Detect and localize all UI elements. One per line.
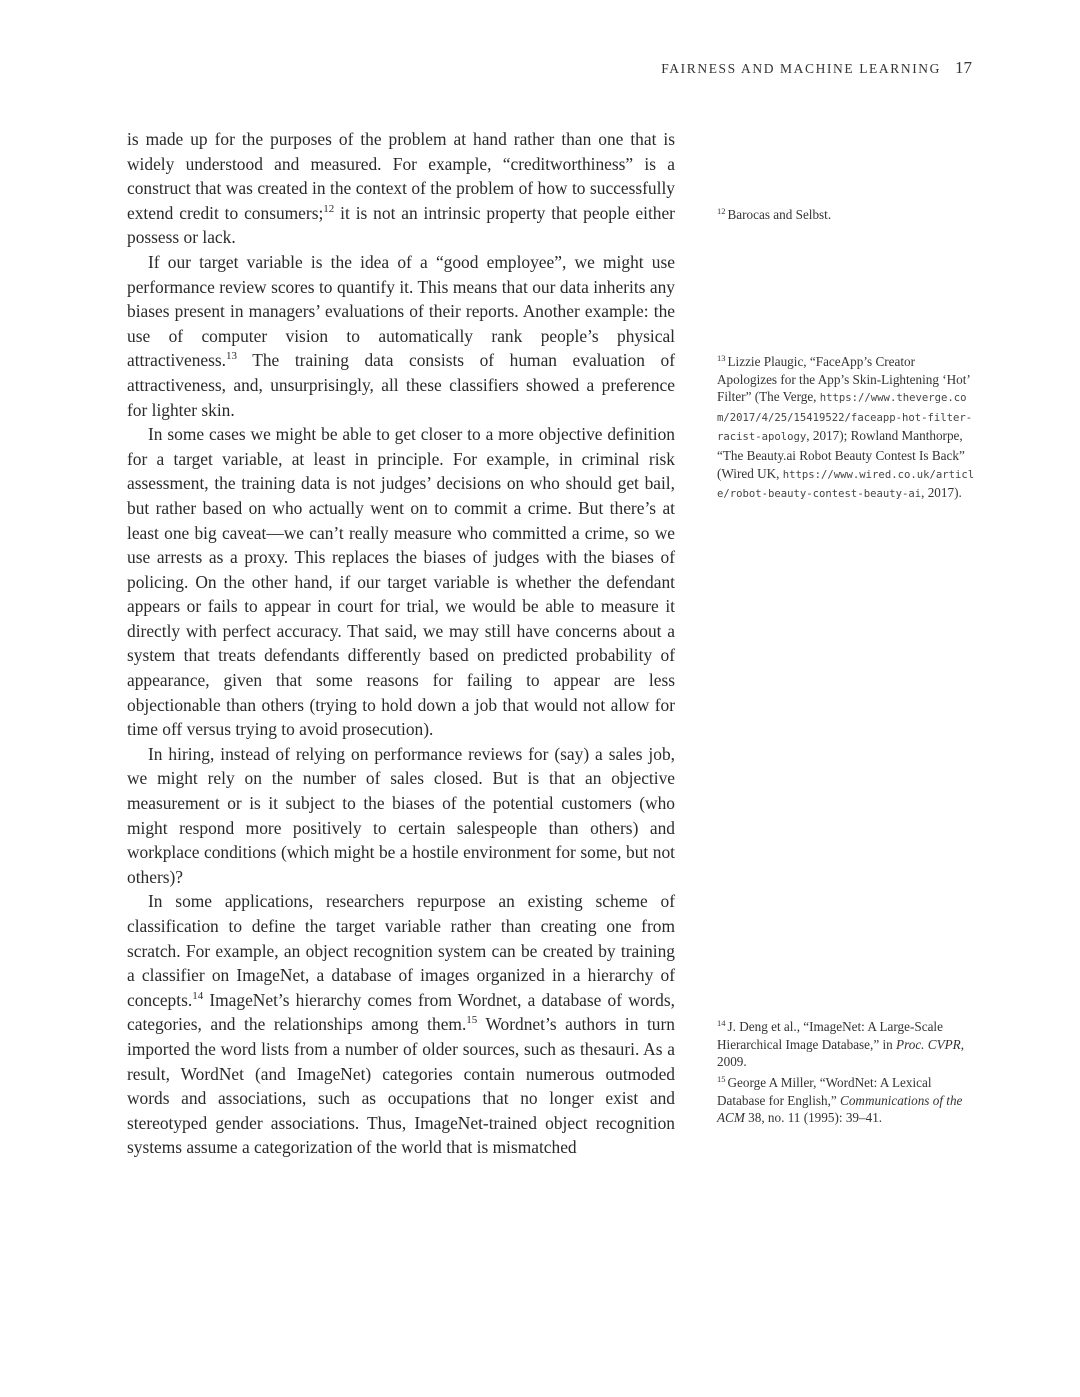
sidenote-14-text-a: J. Deng et al., “ImageNet: A Large-Scale Hierarchical Image Database,” in [717, 1019, 943, 1052]
sidenote-14-number: 14 [717, 1017, 726, 1028]
sidenote-13-link-wired[interactable]: https://www.wired.co.uk/article/robot-beauty-contest-beauty-ai [717, 468, 975, 501]
paragraph-5-text-b: ImageNet’s hierarchy comes from Wordnet, a database of words, categories, and the relationships among them. [127, 989, 675, 1035]
sidenote-15 [717, 1074, 975, 1127]
sidenote-15-text-b: 38, no. 11 (1995): 39–41. [744, 1110, 883, 1126]
footnote-ref-15[interactable]: 15 [466, 1014, 478, 1027]
footnote-ref-13[interactable]: 13 [226, 350, 237, 363]
sidenote-13-text-b: , 2017); Rowland Manthorpe, “The Beauty.ai Robot Beauty Contest Is Back” (Wired UK, [717, 428, 965, 481]
sidenote-15-number: 15 [717, 1073, 726, 1084]
sidenote-13 [717, 353, 975, 504]
paragraph-2-text-b: The training data consists of human evaluation of attractiveness, and, unsurprisingly, all these classifiers showed a preference for lighter skin. [127, 350, 675, 420]
sidenote-13-text-c: , 2017). [921, 485, 962, 501]
paragraph-1-text-b: it is not an intrinsic property that people either possess or lack. [127, 202, 675, 248]
sidenote-12-text: Barocas and Selbst. [727, 207, 832, 222]
paragraph-2-text-a: If our target variable is the idea of a “good employee”, we might use performance review scores to quantify it. This means that our data inherits any biases present in managers’ evaluations of their reports. Another example: the use of computer vision to automatically rank people’s physical attractiveness. [127, 251, 675, 371]
paragraph-1 [127, 127, 675, 250]
paragraph-5-text-c: Wordnet’s authors in turn imported the word lists from a number of older sources, such as thesauri. As a result, WordNet (and ImageNet) categories contain numerous outmoded words and associations, such as occupations that no longer exist and stereotyped gender associations. Thus, ImageNet-trained object recognition systems assume a categorization of the world that is mismatched [127, 1014, 675, 1158]
paragraph-2 [127, 250, 675, 422]
sidenote-15-text-a: George A Miller, “WordNet: A Lexical Database for English,” [717, 1075, 932, 1108]
paragraph-3: In some cases we might be able to get closer to a more objective definition for a target variable, at least in principle. For example, in criminal risk assessment, the training data is not judges’ decisions on who should get bail, but rather based on who actually went on to commit a crime. But there’s at least one big caveat—we can’t really measure who committed a crime, so we use arrests as a proxy. This replaces the biases of judges with the biases of policing. On the other hand, if our target variable is whether the defendant appears or fails to appear in court for trial, we would be able to measure it directly with perfect accuracy. That said, we may still have concerns about a system that treats defendants differently based on predicted probability of appearance, given that some reasons for failing to appear are less objectionable than others (trying to hold down a job that would not allow for time off versus trying to avoid prosecution). [127, 424, 675, 740]
sidenote-14-venue: Proc. CVPR [896, 1036, 961, 1052]
sidenote-13-text-a: Lizzie Plaugic, “FaceApp’s Creator Apologizes for the App’s Skin-Lightening ‘Hot’ Filter” (The Verge, [717, 354, 970, 405]
footnote-ref-12[interactable]: 12 [323, 202, 335, 215]
sidenote-12-number: 12 [717, 205, 726, 216]
main-text-column [127, 127, 675, 1160]
paragraph-5 [127, 889, 675, 1160]
footnote-ref-14[interactable]: 14 [192, 989, 204, 1002]
sidenote-15-venue: Communications of the ACM [717, 1092, 963, 1126]
paragraph-5-text-a: In some applications, researchers repurpose an existing scheme of classification to define the target variable rather than creating one from scratch. For example, an object recognition system can be created by training a classifier on ImageNet, a database of images organized in a hierarchy of concepts. [127, 891, 675, 1010]
sidenote-13-link-theverge[interactable]: https://www.theverge.com/2017/4/25/15419522/faceapp-hot-filter-racist-apology [717, 392, 973, 444]
running-head [661, 58, 972, 78]
paragraph-1-text-a: is made up for the purposes of the problem at hand rather than one that is widely understood and measured. For example, “creditworthiness” is a construct that was created in the context of the problem of how to successfully extend credit to consumers; [127, 129, 675, 223]
sidenote-14-text-b: , 2009. [717, 1036, 965, 1070]
page-number: 17 [955, 58, 972, 77]
paragraph-4: In hiring, instead of relying on performance reviews for (say) a sales job, we might rely on the number of sales closed. But is that an objective measurement or is it subject to the biases of the potential customers (who might respond more positively to certain salespeople than others) and workplace conditions (which might be a hostile environment for some, but not others)? [127, 743, 675, 887]
sidenote-14 [717, 1018, 975, 1071]
sidenote-12 [717, 206, 975, 224]
sidenote-13-number: 13 [717, 352, 726, 363]
running-title: FAIRNESS AND MACHINE LEARNING [661, 61, 941, 76]
